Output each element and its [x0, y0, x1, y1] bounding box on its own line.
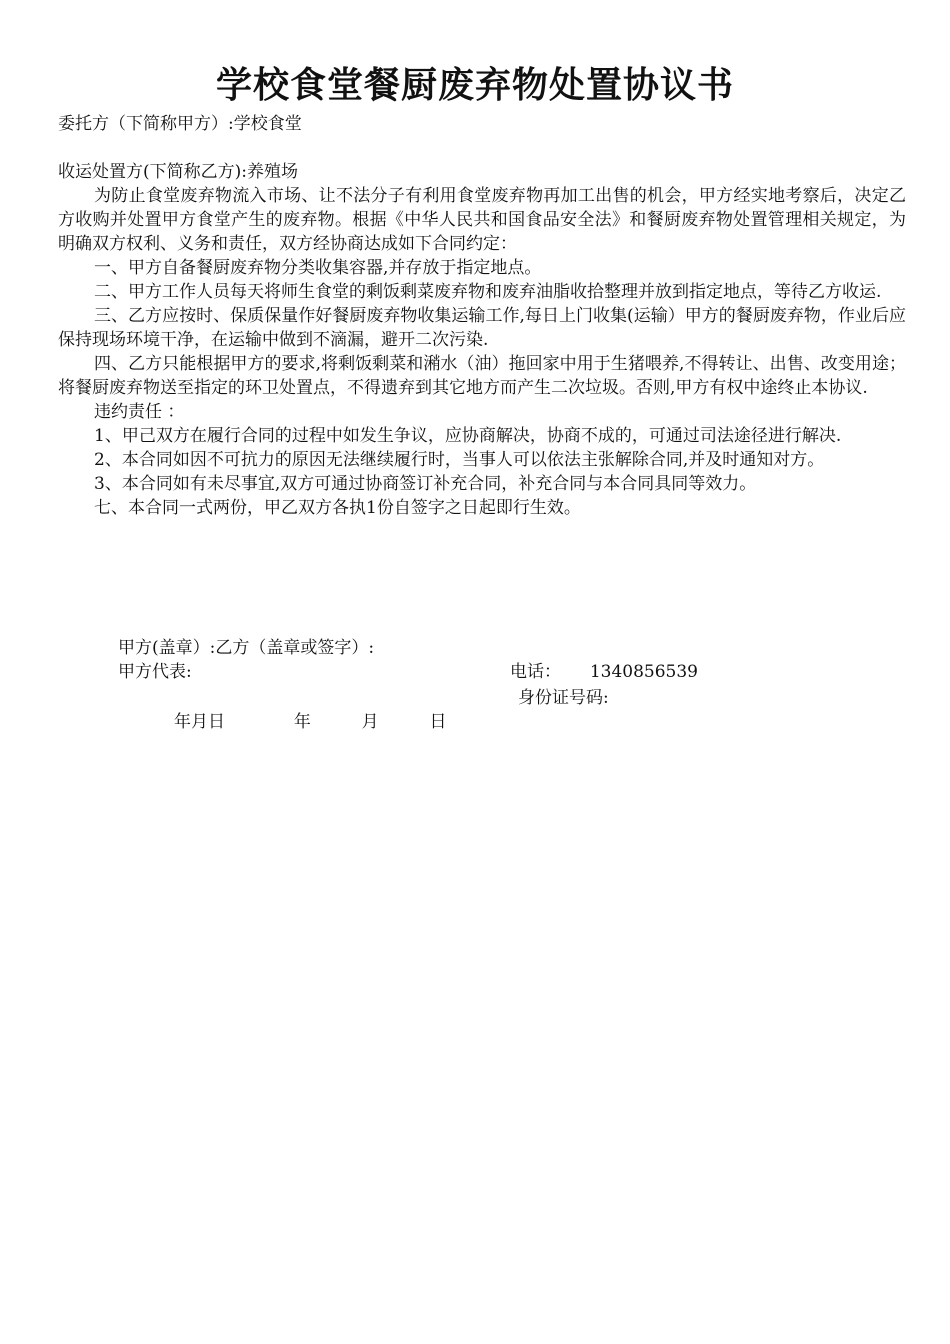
intro-paragraph: 为防止食堂废弃物流入市场、让不法分子有利用食堂废弃物再加工出售的机会，甲方经实地考察后，决定乙方收购并处置甲方食堂产生的废弃物。根据《中华人民共和国食品安全法》和餐厨废弃物处置管理相关规定，为明确双方权利、义务和责任，双方经协商达成如下合同约定：: [58, 186, 906, 254]
clause-2: 二、甲方工作人员每天将师生食堂的剩饭剩菜废弃物和废弃油脂收拾整理并放到指定地点，等待乙方收运.: [94, 282, 882, 302]
representative-label: 甲方代表:: [118, 662, 192, 682]
date-row: [174, 710, 446, 734]
date-day: 日: [429, 712, 447, 732]
liability-item-2: 2、本合同如因不可抗力的原因无法继续履行时，当事人可以依法主张解除合同,并及时通知对方。: [94, 450, 825, 470]
clause-3: 三、乙方应按时、保质保量作好餐厨废弃物收集运输工作,每日上门收集(运输）甲方的餐厨废弃物，作业后应保持现场环境干净，在运输中做到不滴漏，避开二次污染.: [58, 306, 906, 350]
date-year: 年: [293, 712, 311, 732]
party-b-line: 收运处置方(下简称乙方):养殖场: [58, 162, 298, 182]
blank-line: [58, 136, 906, 160]
date-month: 月: [361, 712, 379, 732]
phone-row: [510, 660, 698, 684]
date-a: 年月日: [174, 712, 225, 732]
seal-line: 甲方(盖章）:乙方（盖章或签字）:: [118, 638, 375, 658]
liability-heading: 违约责任 ：: [94, 402, 185, 422]
party-a-line: 委托方（下简称甲方）:学校食堂: [58, 114, 302, 134]
phone-label: 电话：: [510, 662, 561, 682]
document-body: [58, 112, 906, 520]
liability-item-3: 3、本合同如有未尽事宜,双方可通过协商签订补充合同，补充合同与本合同具同等效力。: [94, 474, 757, 494]
phone-value: 1340856539: [589, 662, 698, 682]
clause-1: 一、甲方自备餐厨废弃物分类收集容器,并存放于指定地点。: [94, 258, 542, 278]
document-title: 学校食堂餐厨废弃物处置协议书: [215, 65, 734, 106]
closing-clause: 七、本合同一式两份，甲乙双方各执1份自签字之日起即行生效。: [94, 498, 581, 518]
id-number-label: 身份证号码:: [518, 688, 609, 708]
clause-4: 四、乙方只能根据甲方的要求,将剩饭剩菜和潲水（油）拖回家中用于生猪喂养,不得转让、出售、改变用途；将餐厨废弃物送至指定的环卫处置点，不得遗弃到其它地方而产生二次垃圾。否则,甲方有权中途终止本协议.: [58, 354, 906, 398]
liability-item-1: 1、甲己双方在履行合同的过程中如发生争议，应协商解决，协商不成的，可通过司法途径进行解决.: [94, 426, 842, 446]
